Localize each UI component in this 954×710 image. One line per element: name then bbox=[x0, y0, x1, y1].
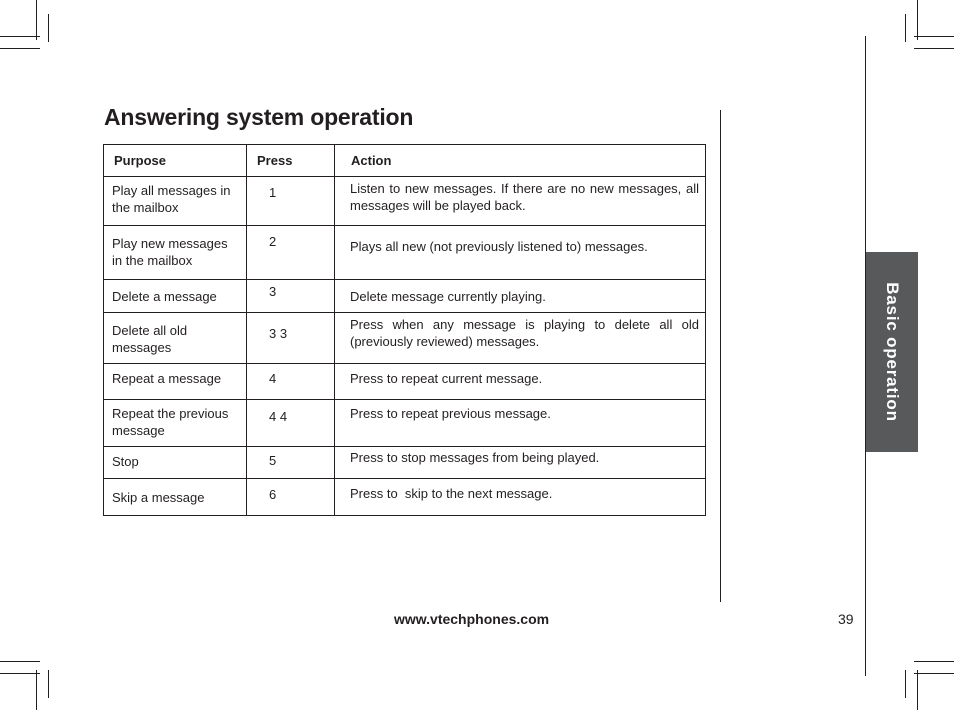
crop-mark bbox=[0, 661, 40, 662]
purpose-cell: Play all messages in the mailbox bbox=[104, 177, 247, 226]
press-cell: 5 bbox=[247, 447, 335, 479]
operations-table bbox=[103, 144, 706, 516]
header-press: Press bbox=[247, 145, 335, 177]
column-divider-line bbox=[720, 110, 721, 602]
crop-mark bbox=[914, 48, 954, 49]
crop-mark bbox=[36, 670, 37, 710]
crop-mark bbox=[0, 673, 40, 674]
press-cell: 4 bbox=[247, 364, 335, 400]
crop-mark bbox=[0, 36, 40, 37]
section-tab-label: Basic operation bbox=[883, 282, 902, 422]
table-row bbox=[104, 400, 706, 447]
crop-mark bbox=[0, 48, 40, 49]
press-cell: 3 bbox=[247, 280, 335, 313]
table-row bbox=[104, 280, 706, 313]
crop-mark bbox=[48, 14, 49, 42]
crop-mark bbox=[914, 661, 954, 662]
table-row bbox=[104, 313, 706, 364]
table-header-row bbox=[104, 145, 706, 177]
purpose-cell: Delete a message bbox=[104, 280, 247, 313]
purpose-cell: Delete all old messages bbox=[104, 313, 247, 364]
action-cell: Delete message currently playing. bbox=[335, 280, 706, 313]
press-cell: 6 bbox=[247, 479, 335, 516]
crop-mark bbox=[36, 0, 37, 40]
action-cell: Listen to new messages. If there are no new messages, all messages will be played back. bbox=[335, 177, 706, 226]
action-cell: Plays all new (not previously listened to) messages. bbox=[335, 226, 706, 280]
page-title: Answering system operation bbox=[104, 104, 414, 130]
press-cell: 4 4 bbox=[247, 400, 335, 447]
header-purpose: Purpose bbox=[104, 145, 247, 177]
press-cell: 2 bbox=[247, 226, 335, 280]
table-row bbox=[104, 447, 706, 479]
page-number: 39 bbox=[838, 611, 854, 627]
crop-mark bbox=[917, 0, 918, 40]
action-cell: Press to skip to the next message. bbox=[335, 479, 706, 516]
press-cell: 1 bbox=[247, 177, 335, 226]
header-action: Action bbox=[335, 145, 706, 177]
action-cell: Press to repeat current message. bbox=[335, 364, 706, 400]
table-row bbox=[104, 479, 706, 516]
section-tab bbox=[866, 252, 918, 452]
crop-mark bbox=[905, 670, 906, 698]
table-row bbox=[104, 364, 706, 400]
table-row bbox=[104, 177, 706, 226]
table-row bbox=[104, 226, 706, 280]
footer-url: www.vtechphones.com bbox=[394, 611, 550, 627]
purpose-cell: Stop bbox=[104, 447, 247, 479]
crop-mark bbox=[917, 670, 918, 710]
action-cell: Press to stop messages from being played. bbox=[335, 447, 706, 479]
crop-mark bbox=[914, 673, 954, 674]
crop-mark bbox=[914, 36, 954, 37]
purpose-cell: Repeat a message bbox=[104, 364, 247, 400]
action-cell: Press when any message is playing to delete all old (previously reviewed) messages. bbox=[335, 313, 706, 364]
action-cell: Press to repeat previous message. bbox=[335, 400, 706, 447]
purpose-cell: Play new messages in the mailbox bbox=[104, 226, 247, 280]
press-cell: 3 3 bbox=[247, 313, 335, 364]
crop-mark bbox=[48, 670, 49, 698]
purpose-cell: Repeat the previous message bbox=[104, 400, 247, 447]
purpose-cell: Skip a message bbox=[104, 479, 247, 516]
crop-mark bbox=[905, 14, 906, 42]
